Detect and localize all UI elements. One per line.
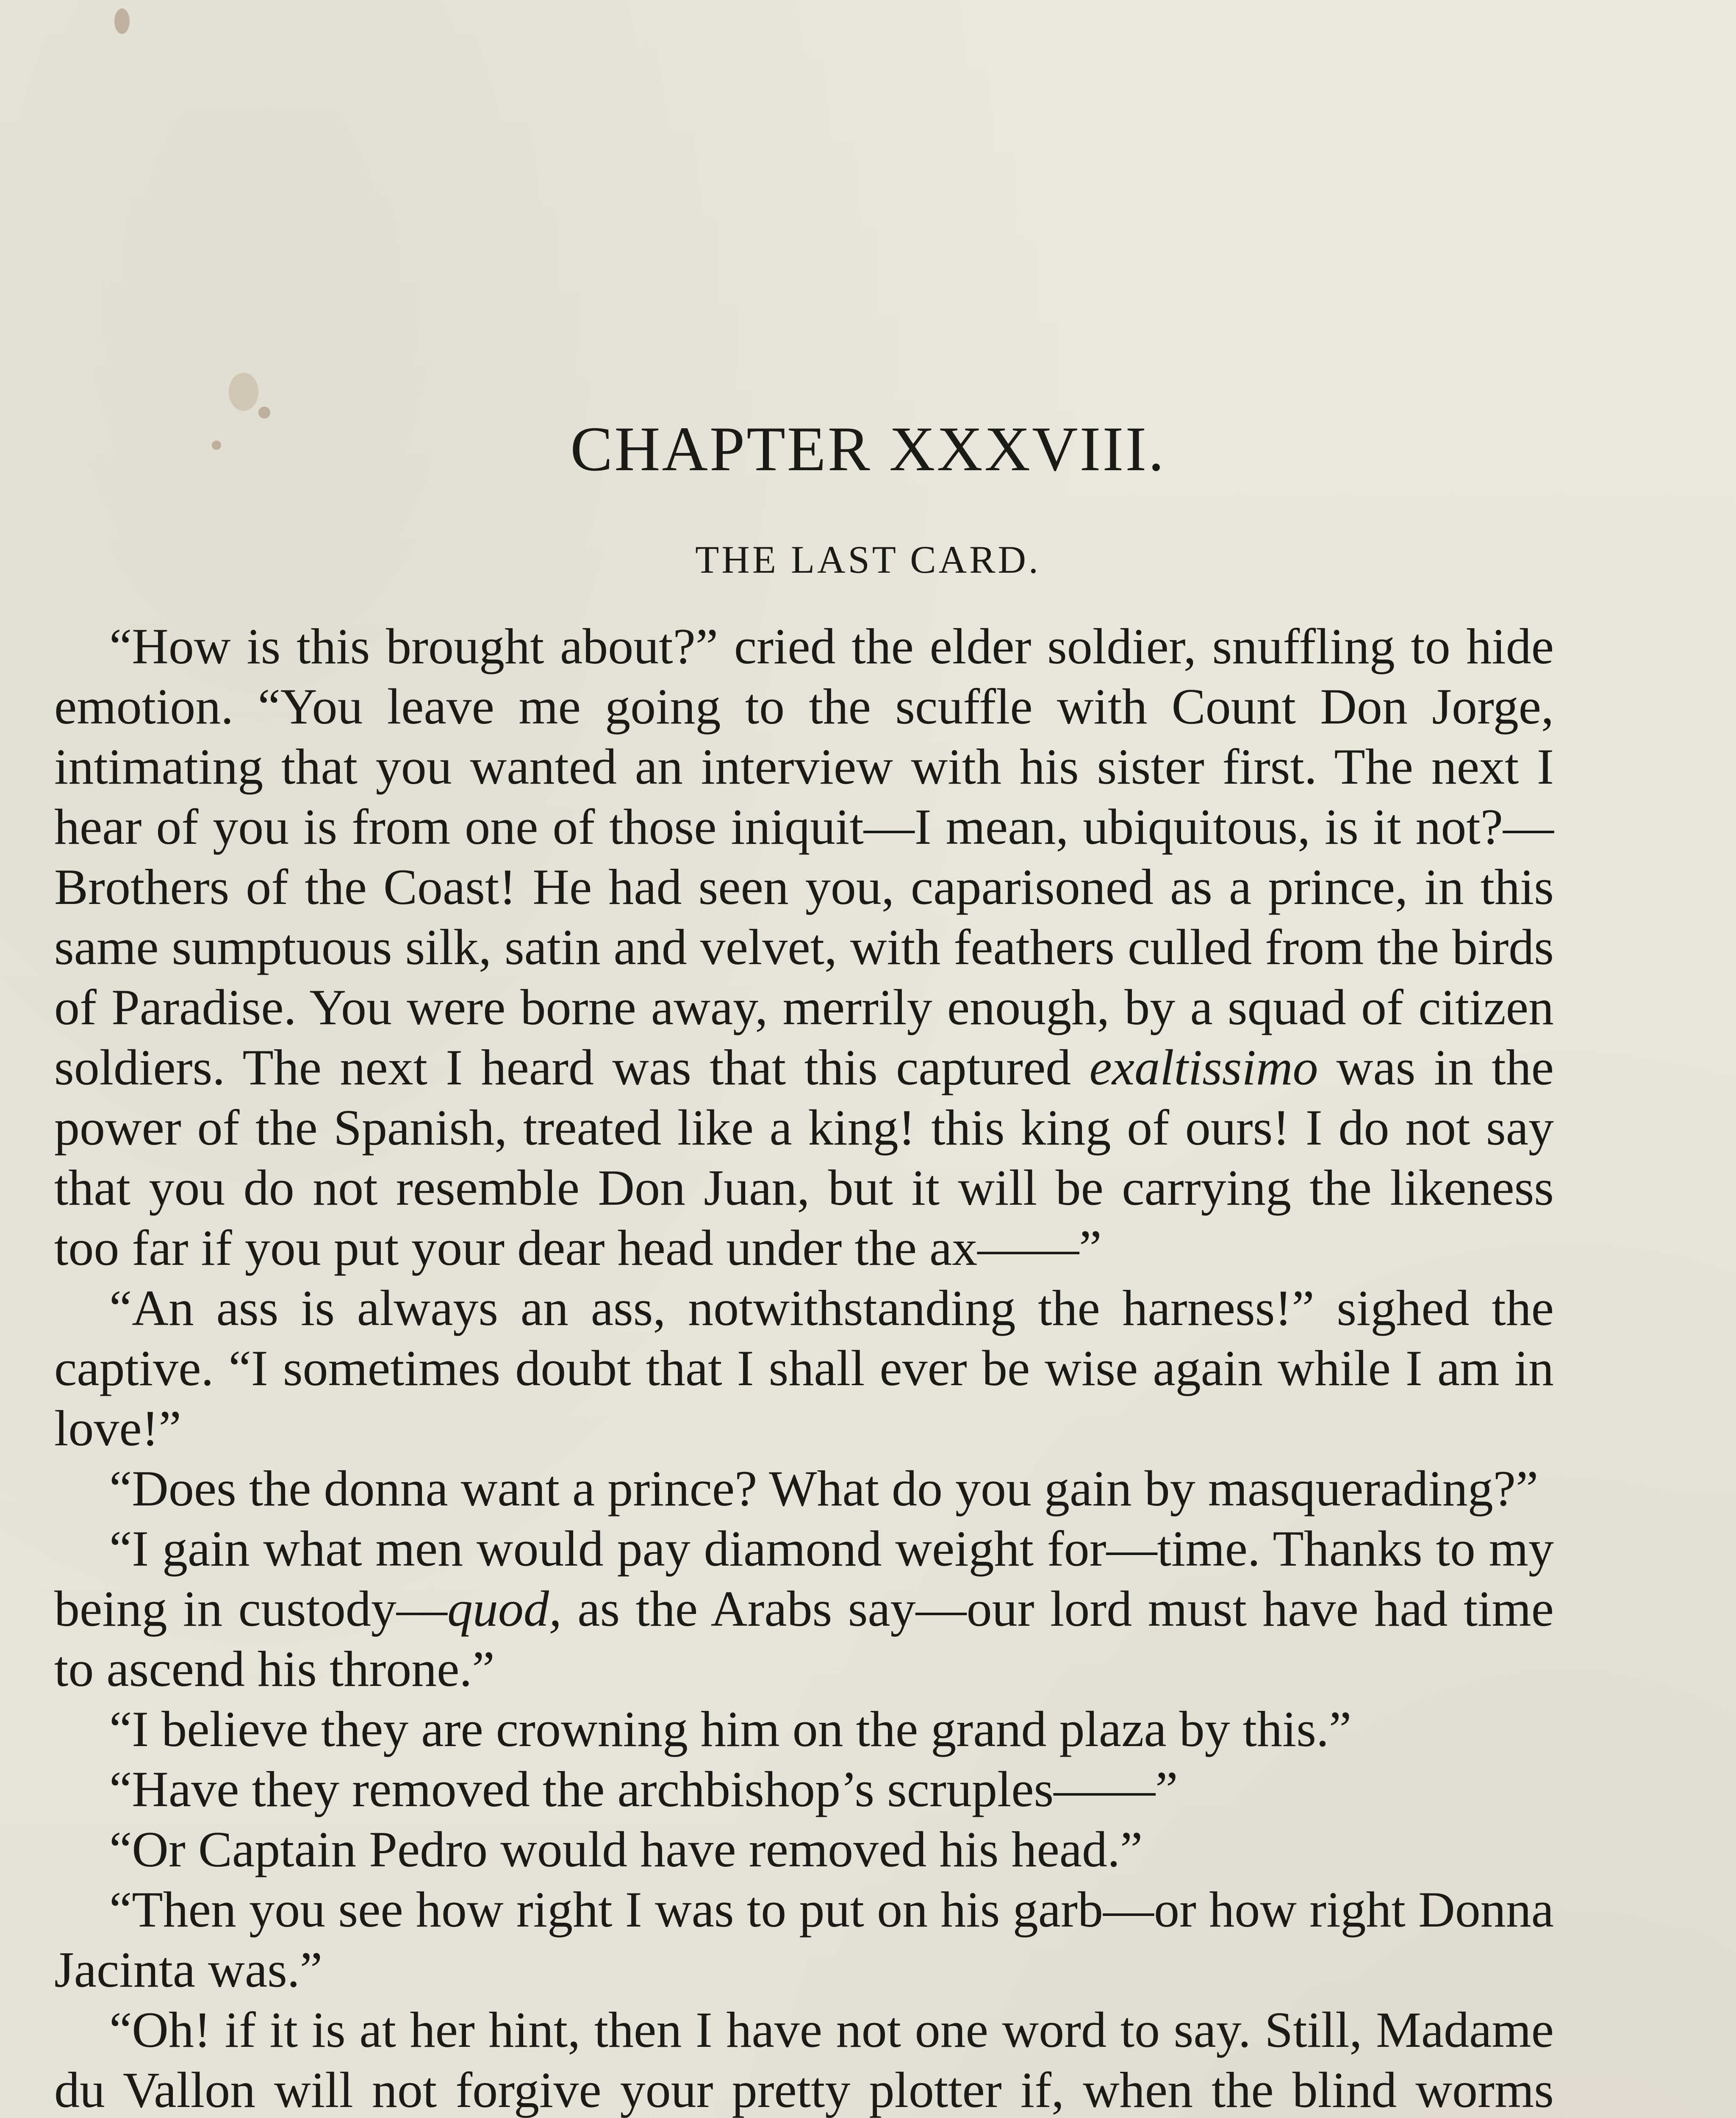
paragraph <box>54 1699 1554 1759</box>
chapter-body <box>54 616 1554 2118</box>
paragraph-text: was in the power of the Spanish, treated like a king! this king of ours! I do not say that you do not resemble Don Juan, but it will be carrying the likeness too far if you put your dear head under the ax——” <box>54 1039 1554 1276</box>
paragraph <box>54 616 1554 1278</box>
paragraph <box>54 1458 1554 1519</box>
paragraph <box>54 1519 1554 1699</box>
paragraph-text: “Have they removed the archbishop’s scruples——” <box>109 1761 1178 1817</box>
paragraph <box>54 2000 1554 2118</box>
italic-word: exaltissimo <box>1089 1039 1318 1095</box>
page-stain <box>258 407 270 419</box>
paragraph <box>54 1278 1554 1458</box>
paragraph-text: “Oh! if it is at her hint, then I have not one word to say. Still, Madame du Vallon will not forgive your pretty plotter if, when the blind worms <box>54 2002 1554 2118</box>
paragraph-text: as the Arabs say—our lord must have had time to ascend his throne.” <box>54 1580 1554 1697</box>
paragraph-text: “I gain what men would pay diamond weight for—time. Thanks to my being in custody— <box>54 1520 1554 1637</box>
page-stain <box>114 8 130 34</box>
paragraph-text: “Does the donna want a prince? What do you gain by masquerading?” <box>109 1460 1539 1516</box>
paragraph-text: “I believe they are crowning him on the grand plaza by this.” <box>109 1701 1352 1757</box>
paragraph <box>54 1819 1554 1880</box>
paragraph-text: “How is this brought about?” cried the elder soldier, snuffling to hide emotion. “You leave me going to the scuffle with Count Don Jorge, intimating that you wanted an interview with his sister first. The next I hear of you is from one of those iniquit—I mean, ubiquitous, is it not?—Brothers of the Coast! He had seen you, caparisoned as a prince, in this same sumptuous silk, satin and velvet, with feathers culled from the birds of Paradise. You were borne away, merrily enough, by a squad of citizen soldiers. The next I heard was that this captured <box>54 618 1554 1095</box>
paragraph-text: “Or Captain Pedro would have removed his head.” <box>109 1821 1143 1877</box>
paragraph <box>54 1880 1554 2000</box>
page-stain <box>229 373 258 411</box>
italic-word: quod, <box>447 1580 562 1637</box>
chapter-subtitle: THE LAST CARD. <box>695 538 1041 581</box>
chapter-title: CHAPTER XXXVIII. <box>570 414 1166 484</box>
paragraph-text: “Then you see how right I was to put on his garb—or how right Donna Jacinta was.” <box>54 1881 1554 1998</box>
paragraph <box>54 1759 1554 1819</box>
paragraph-text: “An ass is always an ass, notwithstanding the harness!” sighed the captive. “I sometimes doubt that I shall ever be wise again while I am in love!” <box>54 1280 1554 1456</box>
